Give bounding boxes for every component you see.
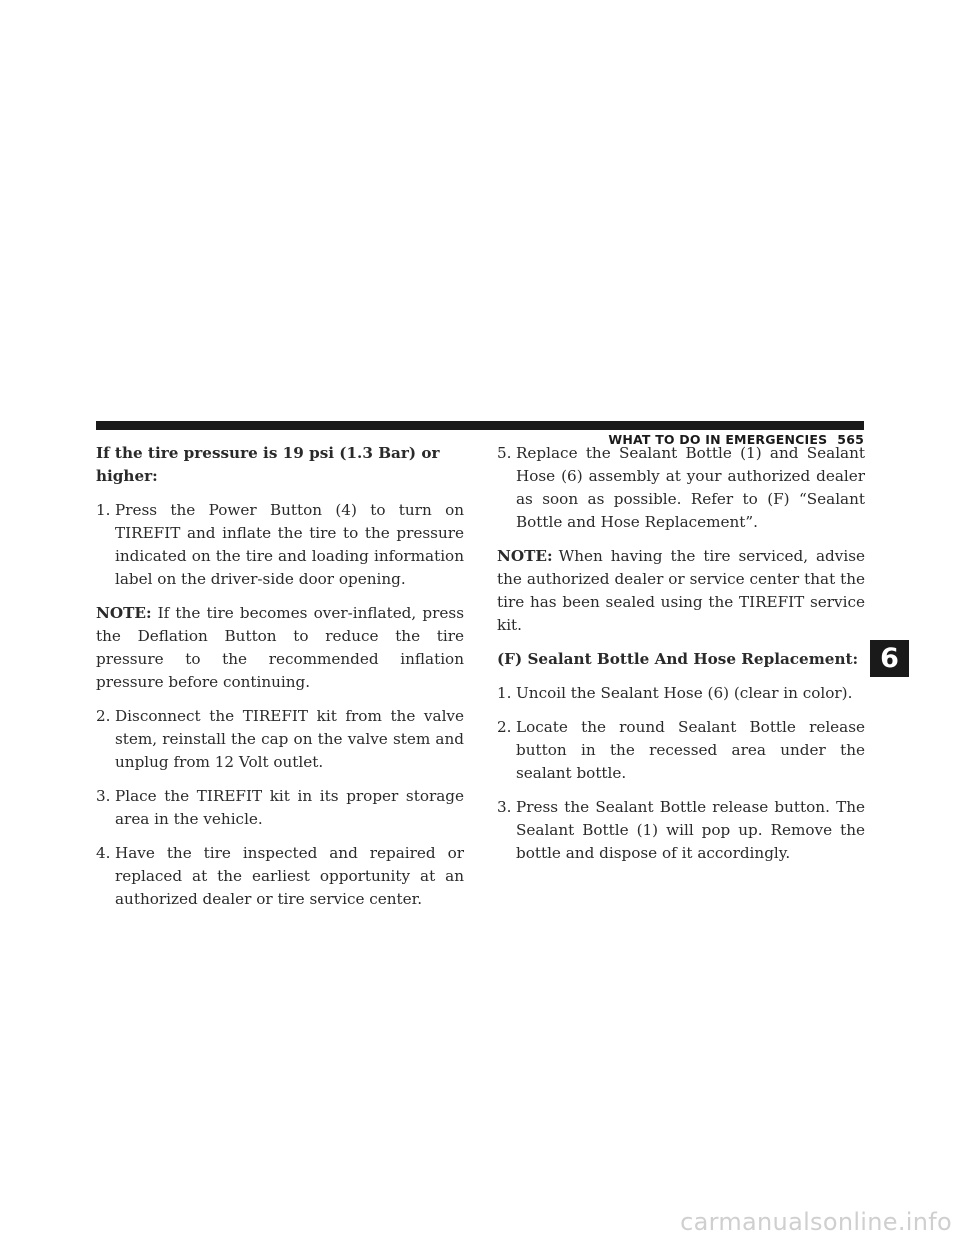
note-paragraph (96, 602, 464, 694)
page-number: 565 (837, 432, 864, 447)
note-text: When having the tire serviced, advise the authorized dealer or service center that the tire has been sealed using the TIREFIT service kit. (497, 547, 865, 634)
list-item (497, 796, 865, 865)
watermark: carmanualsonline.info (680, 1208, 952, 1236)
step-number: 2. (497, 718, 512, 736)
step-number: 5. (497, 444, 512, 462)
step-number: 4. (96, 844, 111, 862)
list-item (497, 716, 865, 785)
step-text: Disconnect the TIREFIT kit from the valve stem, reinstall the cap on the valve stem and unplug from 12 Volt outlet. (115, 707, 464, 771)
step-number: 1. (96, 501, 111, 519)
list-item (96, 842, 464, 911)
step-number: 1. (497, 684, 512, 702)
step-text: Press the Sealant Bottle release button. The Sealant Bottle (1) will pop up. Remove the bottle and dispose of it accordingly. (516, 798, 865, 862)
section-heading: If the tire pressure is 19 psi (1.3 Bar) or higher: (96, 444, 440, 485)
step-text: Place the TIREFIT kit in its proper storage area in the vehicle. (115, 787, 464, 828)
section-title: WHAT TO DO IN EMERGENCIES (608, 432, 828, 447)
list-item (96, 499, 464, 591)
section-heading: (F) Sealant Bottle And Hose Replacement: (497, 650, 859, 668)
step-text: Press the Power Button (4) to turn on TIREFIT and inflate the tire to the pressure indicated on the tire and loading information label on the driver-side door opening. (115, 501, 464, 588)
list-item (96, 785, 464, 831)
step-text: Have the tire inspected and repaired or replaced at the earliest opportunity at an authorized dealer or tire service center. (115, 844, 464, 908)
list-item (497, 442, 865, 534)
step-number: 3. (497, 798, 512, 816)
chapter-tab: 6 (870, 640, 909, 677)
step-text: Uncoil the Sealant Hose (6) (clear in color). (516, 684, 853, 702)
list-item (497, 682, 865, 705)
note-paragraph (497, 545, 865, 637)
list-item (96, 705, 464, 774)
note-label: NOTE: (96, 604, 152, 622)
step-text: Locate the round Sealant Bottle release button in the recessed area under the sealant bottle. (516, 718, 865, 782)
note-text: If the tire becomes over-inflated, press the Deflation Button to reduce the tire pressure to the recommended inflation pressure before continuing. (96, 604, 464, 691)
step-text: Replace the Sealant Bottle (1) and Sealant Hose (6) assembly at your authorized dealer as soon as possible. Refer to (F) “Sealant Bottle and Hose Replacement”. (516, 444, 865, 531)
note-label: NOTE: (497, 547, 553, 565)
left-column (96, 442, 464, 922)
right-column (497, 442, 865, 876)
step-number: 2. (96, 707, 111, 725)
step-number: 3. (96, 787, 111, 805)
header-rule (96, 421, 864, 430)
